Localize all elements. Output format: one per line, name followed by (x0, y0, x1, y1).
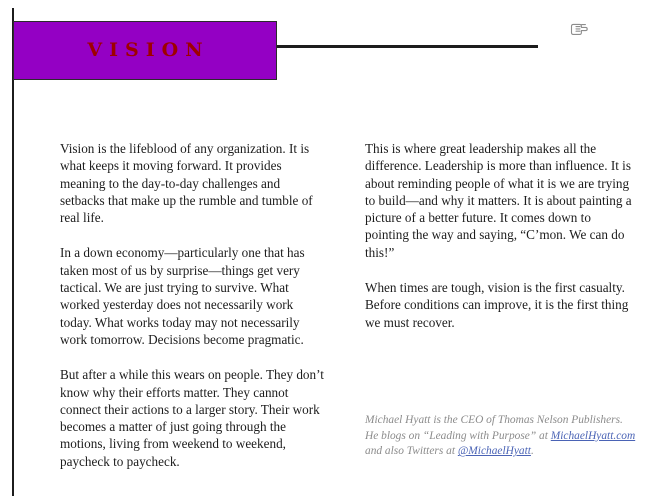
author-byline (365, 413, 637, 460)
byline-text-end: . (530, 445, 534, 458)
left-text-column (60, 140, 327, 470)
paragraph: This is where great leadership makes all the difference. Leadership is more than influence. It is about reminding people of what it is we are trying to build—and why it matters. It is about painting a picture of a better future. It comes down to pointing the way and saying, “C’mon. We can do this!” (365, 141, 632, 260)
paragraph: Vision is the lifeblood of any organization. It is what keeps it moving forward. It provides meaning to the day-to-day challenges and setbacks that make up the rumble and tumble of real life. (60, 141, 313, 226)
left-vertical-rule (12, 8, 14, 496)
michaelhyatt-com-link[interactable]: MichaelHyatt.com (550, 429, 636, 442)
byline-text-lead: Michael Hyatt is the CEO of Thomas Nelson Publishers. He blogs on “Leading with Purpose” at (365, 414, 623, 442)
paragraph: But after a while this wears on people. They don’t know why their efforts matter. They cannot connect their actions to a larger story. Their work becomes a matter of just going through the motions, living from weekend to weekend, paycheck to paycheck. (60, 367, 324, 469)
paragraph: When times are tough, vision is the first casualty. Before conditions can improve, it is the first thing we must recover. (365, 280, 629, 330)
byline-text-middle: and also Twitters at (365, 445, 458, 458)
header-horizontal-rule (277, 45, 538, 48)
page-title: VISION (87, 39, 210, 61)
michaelhyatt-twitter-link[interactable]: @MichaelHyatt (457, 445, 531, 458)
paragraph: In a down economy—particularly one that has taken most of us by surprise—things get very tactical. We are just trying to survive. What worked yesterday does not necessarily work today. What works today may not necessarily work tomorrow. Decisions become pragmatic. (60, 245, 305, 347)
vision-title-banner (13, 21, 277, 80)
pointing-hand-right-icon (568, 18, 592, 42)
